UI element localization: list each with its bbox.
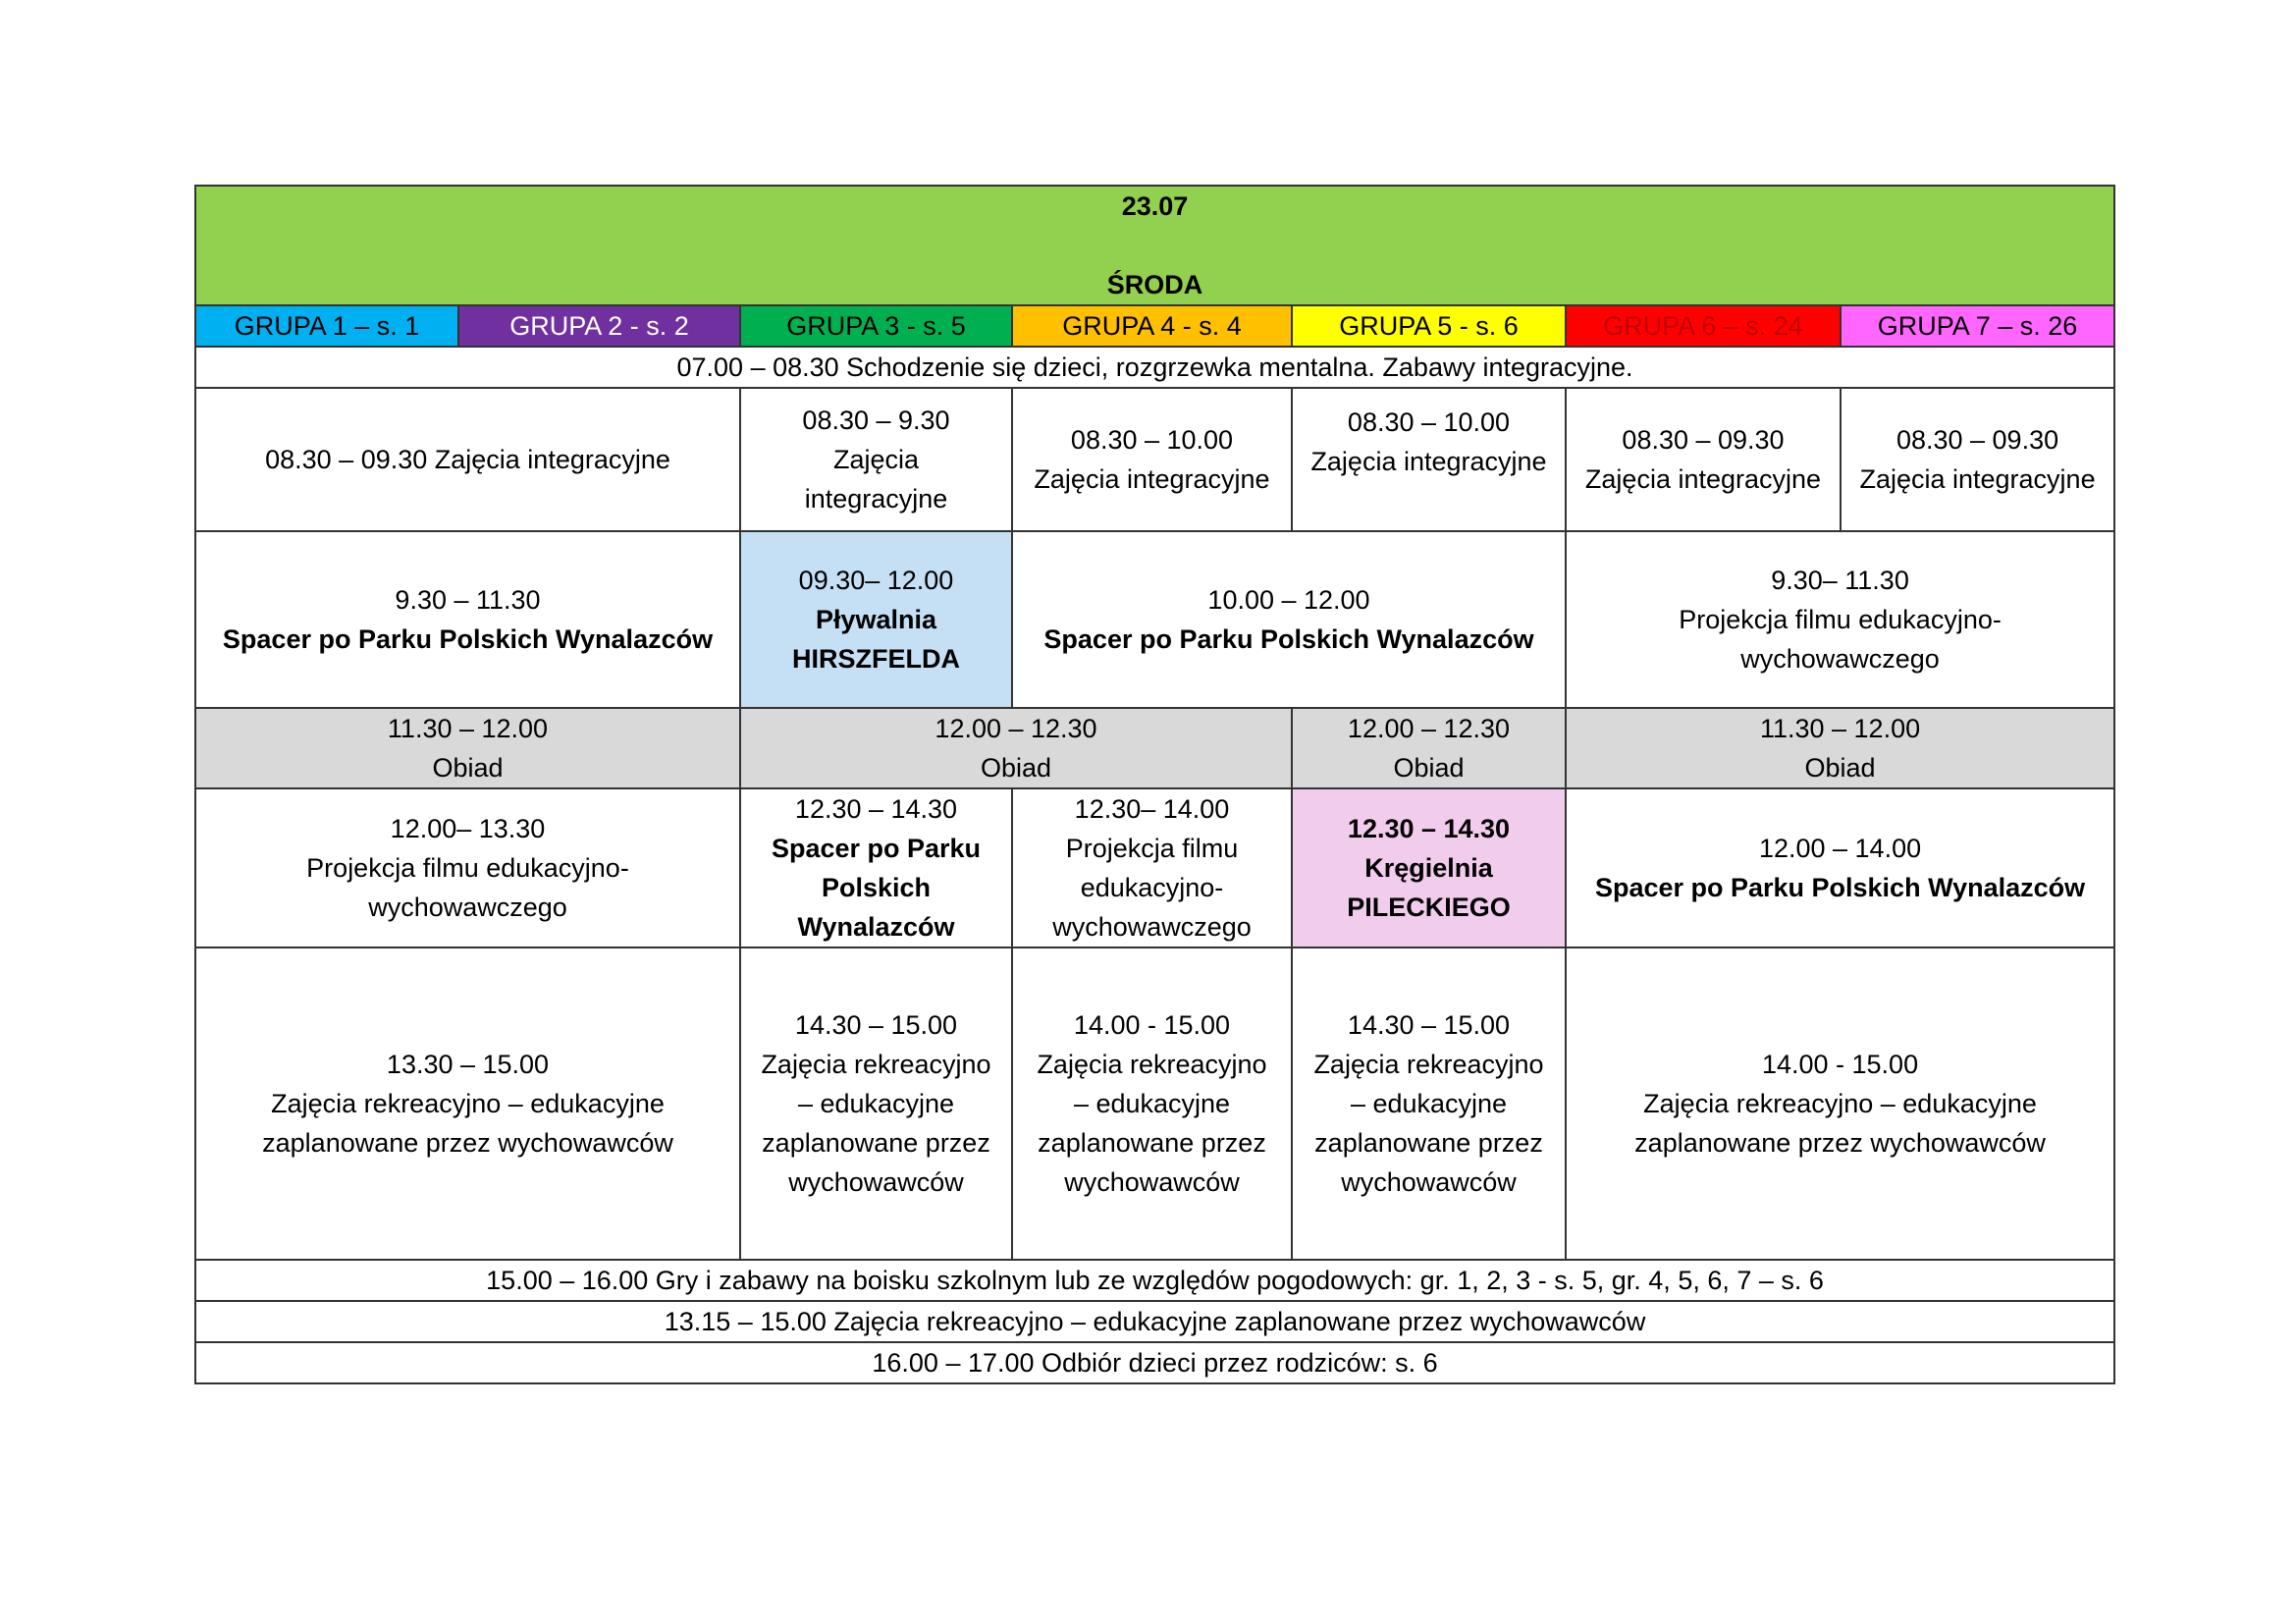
group-4-header: GRUPA 4 - s. 4: [1012, 305, 1292, 347]
title-row: [195, 186, 2114, 305]
integration-g7: 08.30 – 09.30 Zajęcia integracyjne: [1841, 388, 2114, 531]
lunch-g12: 11.30 – 12.00 Obiad: [195, 708, 740, 788]
morning-g12: 9.30 – 11.30 Spacer po Parku Polskich Wynalazców: [195, 531, 740, 708]
afternoon-g5-bowling: 12.30 – 14.30 Kręgielnia PILECKIEGO: [1292, 788, 1566, 947]
morning-row: [195, 531, 2114, 708]
arrival-cell: 07.00 – 08.30 Schodzenie się dzieci, rozgrzewka mentalna. Zabawy integracyjne.: [195, 347, 2114, 388]
pickup-cell: 16.00 – 17.00 Odbiór dzieci przez rodziców: s. 6: [195, 1342, 2114, 1383]
recreation-g12: 13.30 – 15.00 Zajęcia rekreacyjno – edukacyjne zaplanowane przez wychowawców: [195, 947, 740, 1260]
lunch-g34: 12.00 – 12.30 Obiad: [740, 708, 1292, 788]
group-5-header: GRUPA 5 - s. 6: [1292, 305, 1566, 347]
pickup-row: [195, 1342, 2114, 1383]
games-row: [195, 1260, 2114, 1301]
schedule-table: [194, 185, 2115, 1384]
morning-g67: 9.30– 11.30 Projekcja filmu edukacyjno- wychowawczego: [1566, 531, 2114, 708]
group-1-header: GRUPA 1 – s. 1: [195, 305, 458, 347]
integration-g3: 08.30 – 9.30 Zajęcia integracyjne: [740, 388, 1012, 531]
groups-row: [195, 305, 2114, 347]
lunch-g5: 12.00 – 12.30 Obiad: [1292, 708, 1566, 788]
day-label: ŚRODA: [1106, 270, 1203, 299]
group-2-header: GRUPA 2 - s. 2: [458, 305, 740, 347]
recreation-all-cell: 13.15 – 15.00 Zajęcia rekreacyjno – edukacyjne zaplanowane przez wychowawców: [195, 1301, 2114, 1342]
group-6-header: GRUPA 6 – s. 24: [1566, 305, 1841, 347]
afternoon-g67: 12.00 – 14.00 Spacer po Parku Polskich Wynalazców: [1566, 788, 2114, 947]
integration-g12: 08.30 – 09.30 Zajęcia integracyjne: [195, 388, 740, 531]
games-cell: 15.00 – 16.00 Gry i zabawy na boisku szkolnym lub ze względów pogodowych: gr. 1, 2, 3 - s. 5, gr. 4, 5, 6, 7 – s. 6: [195, 1260, 2114, 1301]
group-3-header: GRUPA 3 - s. 5: [740, 305, 1012, 347]
recreation-g5: 14.30 – 15.00 Zajęcia rekreacyjno – edukacyjne zaplanowane przez wychowawców: [1292, 947, 1566, 1260]
integration-g5: 08.30 – 10.00 Zajęcia integracyjne: [1292, 388, 1566, 531]
integration-g6: 08.30 – 09.30 Zajęcia integracyjne: [1566, 388, 1841, 531]
recreation-row: [195, 947, 2114, 1260]
title-cell: [195, 186, 2114, 305]
afternoon-g4: 12.30– 14.00 Projekcja filmu edukacyjno- wychowawczego: [1012, 788, 1292, 947]
recreation-g4: 14.00 - 15.00 Zajęcia rekreacyjno – edukacyjne zaplanowane przez wychowawców: [1012, 947, 1292, 1260]
arrival-row: [195, 347, 2114, 388]
morning-g3-pool: 09.30– 12.00 Pływalnia HIRSZFELDA: [740, 531, 1012, 708]
morning-g45: 10.00 – 12.00 Spacer po Parku Polskich Wynalazców: [1012, 531, 1566, 708]
group-7-header: GRUPA 7 – s. 26: [1841, 305, 2114, 347]
recreation-g67: 14.00 - 15.00 Zajęcia rekreacyjno – edukacyjne zaplanowane przez wychowawców: [1566, 947, 2114, 1260]
lunch-row: [195, 708, 2114, 788]
afternoon-row: [195, 788, 2114, 947]
recreation-g3: 14.30 – 15.00 Zajęcia rekreacyjno – edukacyjne zaplanowane przez wychowawców: [740, 947, 1012, 1260]
integration-row: [195, 388, 2114, 531]
recreation-all-row: [195, 1301, 2114, 1342]
lunch-g67: 11.30 – 12.00 Obiad: [1566, 708, 2114, 788]
date-label: 23.07: [1121, 191, 1189, 221]
afternoon-g3: 12.30 – 14.30 Spacer po Parku Polskich Wynalazców: [740, 788, 1012, 947]
afternoon-g12: 12.00– 13.30 Projekcja filmu edukacyjno- wychowawczego: [195, 788, 740, 947]
integration-g4: 08.30 – 10.00 Zajęcia integracyjne: [1012, 388, 1292, 531]
